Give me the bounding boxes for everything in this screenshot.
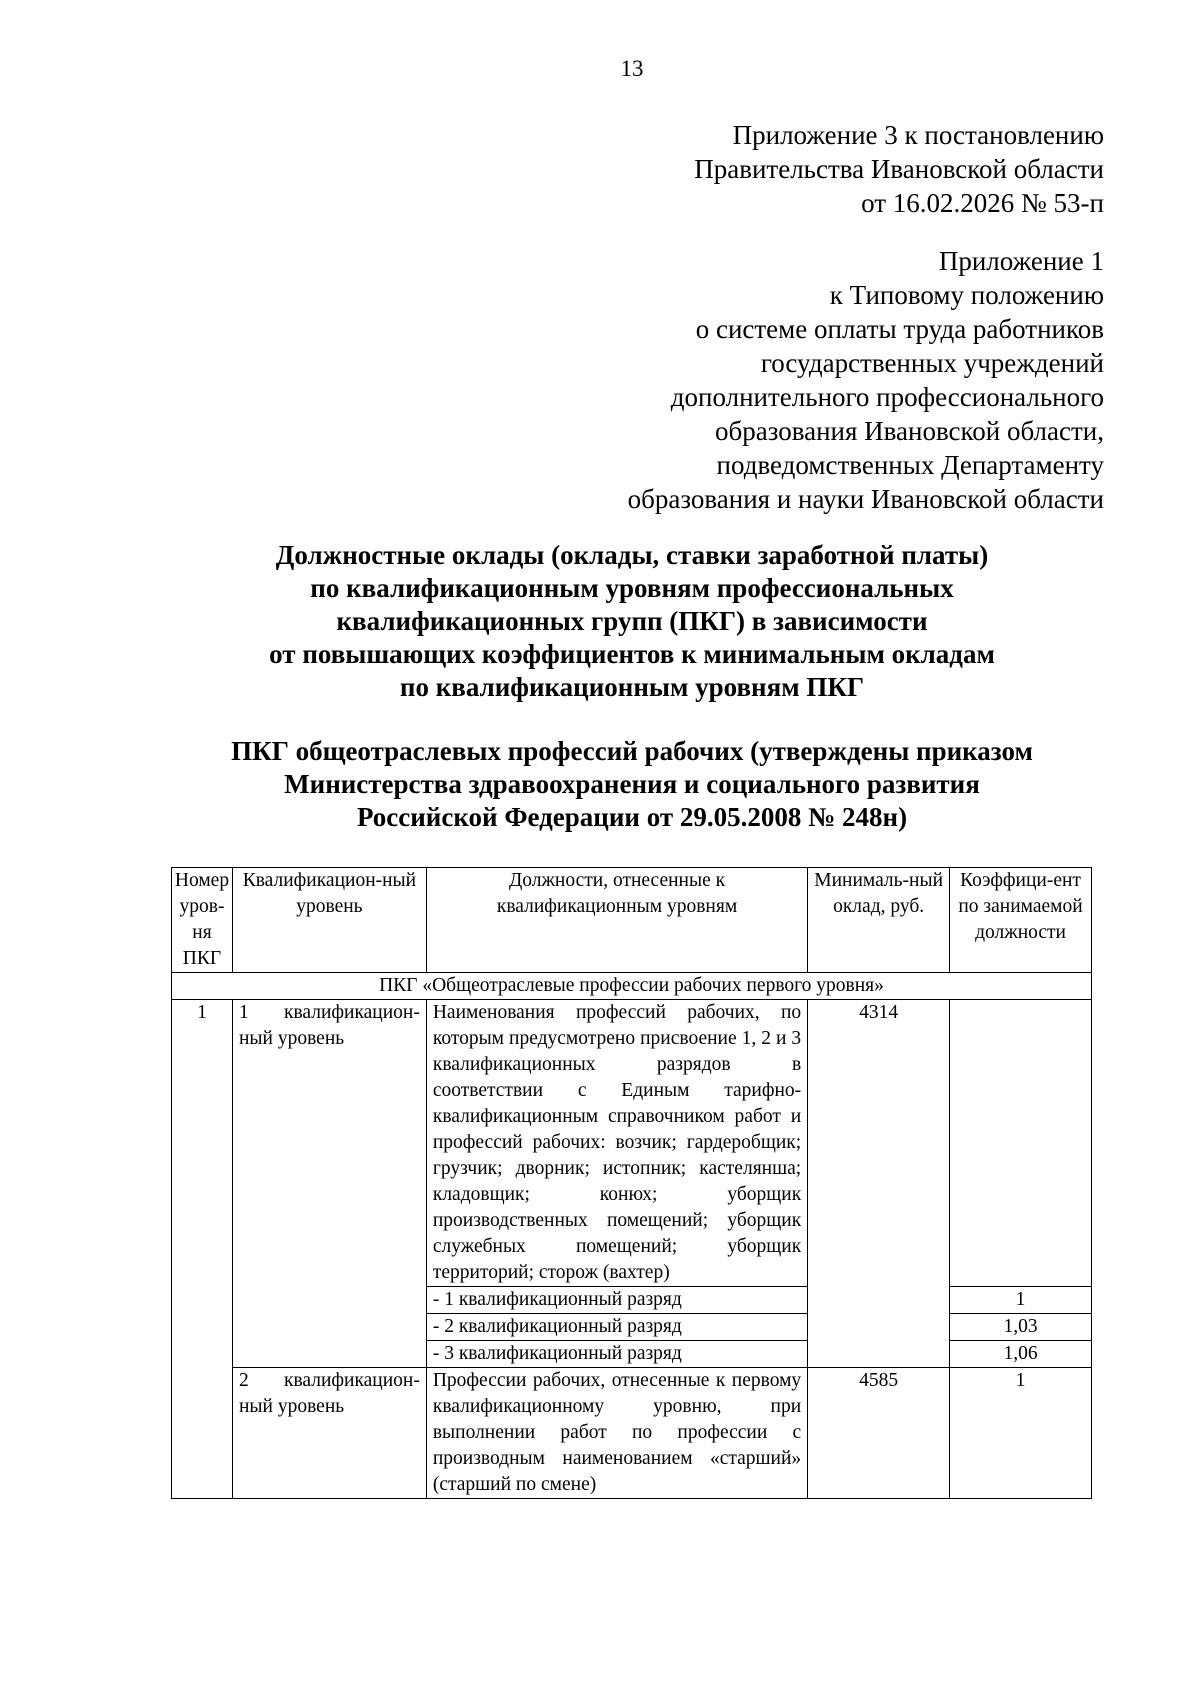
annex-decree-line: от 16.02.2026 № 53-п [861,188,1104,218]
annex-regulation-line: образования Ивановской области, [714,416,1104,446]
section-title-line: ПКГ общеотраслевых профессий рабочих (утверждены приказом [231,736,1033,766]
header-level: Квалификацион-ный уровень [232,868,426,973]
grade-label: - 2 квалификационный разряд [426,1314,807,1341]
document-title-line: Должностные оклады (оклады, ставки заработной платы) [275,540,989,570]
header-coefficient: Коэффици-ент по занимаемой должности [950,868,1092,973]
document-title-line: по квалификационным уровням ПКГ [399,672,865,702]
document-title [100,539,1164,704]
table-header-row [172,868,1092,973]
grade-coefficient: 1,06 [950,1341,1092,1368]
document-title-line: от повышающих коэффициентов к минимальным окладам [269,639,995,669]
annex-regulation-reference [628,244,1104,516]
table-row [172,1000,1092,1287]
annex-regulation-line: государственных учреждений [760,348,1104,378]
level-2-label: 2 квалификацион-ный уровень [232,1368,426,1499]
annex-regulation-line: к Типовому положению [829,280,1104,310]
level-1-coefficient-empty [950,1000,1092,1287]
annex-regulation-line: подведомственных Департаменту [716,450,1104,480]
annex-decree-line: Приложение 3 к постановлению [732,120,1104,150]
grade-label: - 3 квалификационный разряд [426,1341,807,1368]
header-salary: Минималь-ный оклад, руб. [808,868,950,973]
table-group-row [172,973,1092,1000]
header-number: Номер уров-ня ПКГ [172,868,233,973]
annex-regulation-line: Приложение 1 [938,246,1104,276]
annex-regulation-line: дополнительного профессионального [670,382,1104,412]
section-title-line: Российской Федерации от 29.05.2008 № 248н) [356,802,908,832]
table-row [172,1368,1092,1499]
level-1-salary: 4314 [808,1000,950,1368]
header-positions: Должности, отнесенные к квалификационным уровням [426,868,807,973]
level-2-coefficient: 1 [950,1368,1092,1499]
annex-decree-line: Правительства Ивановской области [694,154,1104,184]
section-title [100,735,1164,834]
group-title: ПКГ «Общеотраслевые профессии рабочих первого уровня» [172,973,1092,1000]
grade-label: - 1 квалификационный разряд [426,1287,807,1314]
level-2-description: Профессии рабочих, отнесенные к первому квалификационному уровню, при выполнении работ по профессии с производным наименованием «старший» (старший по смене) [426,1368,807,1499]
level-1-label: 1 квалификацион-ный уровень [232,1000,426,1368]
grade-coefficient: 1 [950,1287,1092,1314]
salary-table [171,867,1092,1499]
section-title-line: Министерства здравоохранения и социального развития [284,769,980,799]
level-2-salary: 4585 [808,1368,950,1499]
annex-regulation-line: о системе оплаты труда работников [695,314,1104,344]
level-1-description: Наименования профессий рабочих, по которым предусмотрено присвоение 1, 2 и 3 квалификационных разрядов в соответствии с Единым тарифно-квалификационным справочником работ и профессий рабочих: возчик; гардеробщик; грузчик; дворник; истопник; кастелянша; кладовщик; конюх; уборщик производственных помещений; уборщик служебных помещений; уборщик территорий; сторож (вахтер) [426,1000,807,1287]
grade-coefficient: 1,03 [950,1314,1092,1341]
pkg-number-cell: 1 [172,1000,233,1499]
annex-regulation-line: образования и науки Ивановской области [627,484,1104,514]
page-number: 13 [620,56,644,81]
annex-decree-reference [694,118,1104,220]
document-title-line: квалификационных групп (ПКГ) в зависимости [336,606,928,636]
document-title-line: по квалификационным уровням профессиональных [310,573,954,603]
